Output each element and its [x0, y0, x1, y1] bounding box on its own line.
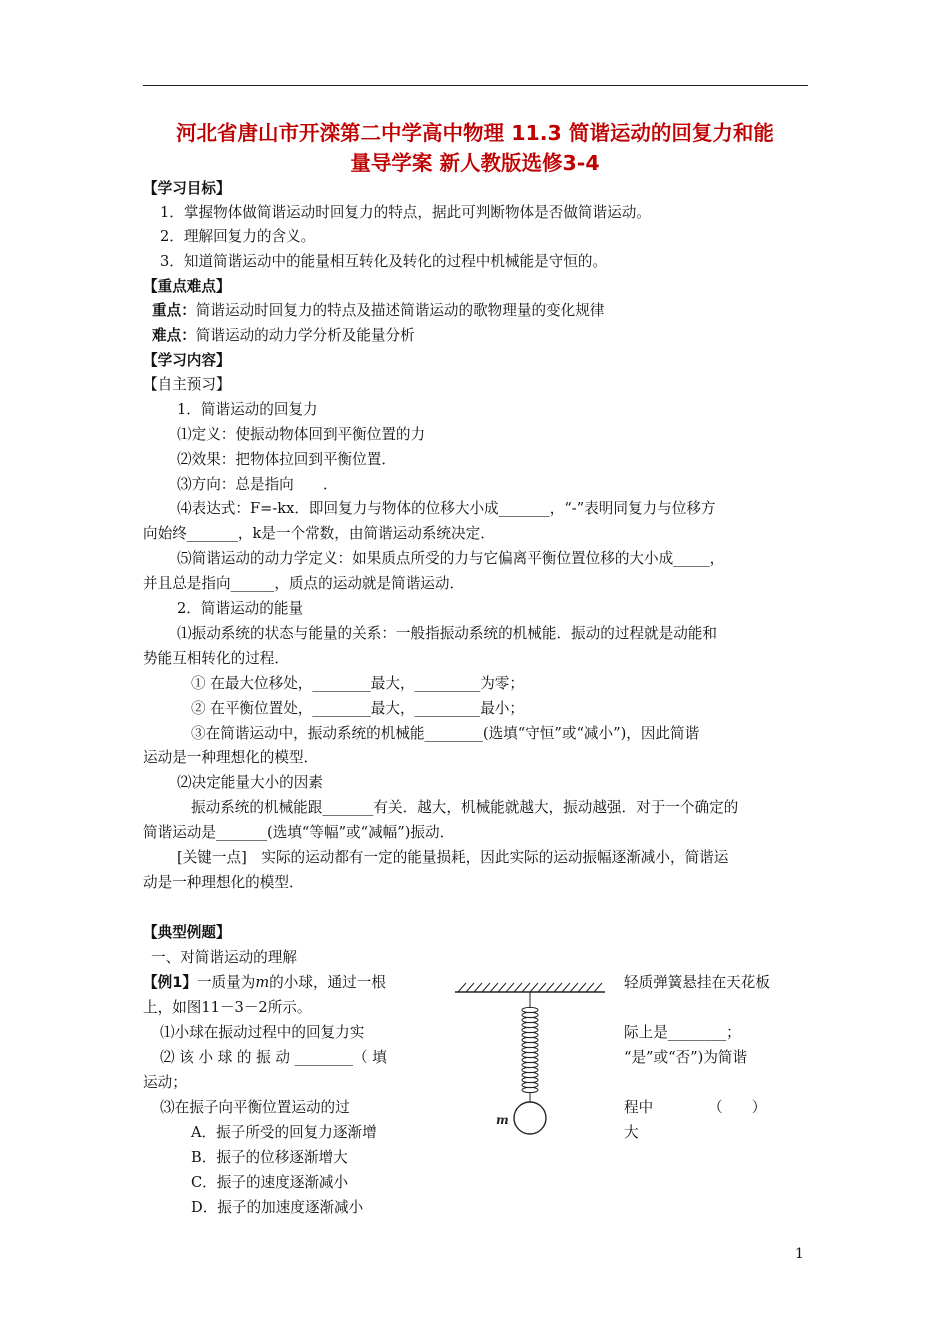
example-1-right-1: 轻质弹簧悬挂在天花板: [624, 974, 770, 991]
example-1-question-3: ⑶在振子向平衡位置运动的过: [160, 1099, 350, 1116]
example-1-text-b: 的小球，通过一根: [269, 974, 386, 991]
section-2-relation-cont: 势能互相转化的过程．: [143, 650, 289, 667]
mass-ball: [514, 1102, 546, 1134]
content-heading: 【学习内容】: [143, 352, 231, 369]
example-1-line-1: [143, 971, 386, 995]
goal-item: 3．知道简谐运动中的能量相互转化及转化的过程中机械能是守恒的。: [160, 253, 608, 270]
document-title: [120, 118, 830, 178]
section-1-title: 1．简谐运动的回复力: [177, 401, 318, 418]
option-c: C．振子的速度逐渐减小: [191, 1174, 349, 1191]
goal-item: 1．掌握物体做简谐运动时回复力的特点，据此可判断物体是否做简谐运动。: [160, 204, 651, 221]
section-2-case-2: ② 在平衡位置处，________最大，_________最小；: [191, 700, 524, 717]
page-number: 1: [795, 1246, 804, 1262]
focus-line: [152, 299, 604, 323]
key-tip: [关键一点] 实际的运动都有一定的能量损耗，因此实际的运动振幅逐渐减小，简谐运: [177, 849, 729, 866]
option-a: A．振子所受的回复力逐渐增: [191, 1124, 377, 1141]
example-1-question-1: ⑴小球在振动过程中的回复力实: [160, 1024, 365, 1041]
focus-label: 重点：: [152, 302, 196, 319]
example-1-right-3: “是”或“否”)为简谐: [624, 1049, 748, 1066]
spring: [522, 992, 538, 1102]
section-1-effect: ⑵效果：把物体拉回到平衡位置．: [177, 451, 396, 468]
section-1-dynamics: ⑸简谐运动的动力学定义：如果质点所受的力与它偏离平衡位置位移的大小成_____，: [177, 550, 725, 567]
example-1-right-2: 际上是________；: [624, 1024, 741, 1041]
key-tip-cont: 动是一种理想化的模型．: [143, 874, 304, 891]
mass-label: m: [496, 1113, 509, 1127]
section-1-direction: ⑶方向：总是指向 ．: [177, 476, 338, 493]
section-2-factor-cont: 简谐运动是_______(选填“等幅”或“减幅”)振动．: [143, 824, 455, 841]
example-1-question-2-cont: 运动；: [143, 1074, 187, 1091]
title-line-2: 量导学案 新人教版选修3-4: [350, 151, 600, 175]
section-1-dynamics-cont: 并且总是指向______，质点的运动就是简谐运动．: [143, 575, 465, 592]
option-d: D．振子的加速度逐渐减小: [191, 1199, 364, 1216]
focus-text: 简谐运动时回复力的特点及描述简谐运动的歌物理量的变化规律: [195, 302, 605, 319]
goal-item: 2．理解回复力的含义。: [160, 228, 316, 245]
section-2-case-1: ① 在最大位移处，________最大，_________为零；: [191, 675, 524, 692]
difficulty-text: 简谐运动的动力学分析及能量分析: [195, 327, 415, 344]
section-1-definition: ⑴定义：使振动物体回到平衡位置的力: [177, 426, 426, 443]
section-1-expression-cont: 向始终_______，k是一个常数，由简谐运动系统决定．: [143, 525, 495, 542]
answer-bracket: （ ）: [708, 1099, 767, 1116]
example-1-text-a: 一质量为: [196, 974, 256, 991]
preview-heading: 【自主预习】: [143, 376, 231, 393]
examples-subheading: 一、对简谐运动的理解: [151, 949, 297, 966]
option-b: B．振子的位移逐渐增大: [191, 1149, 348, 1166]
example-1-label: 【例1】: [143, 974, 197, 991]
goals-heading: 【学习目标】: [143, 180, 231, 197]
ceiling: [455, 983, 605, 992]
section-2-case-3-cont: 运动是一种理想化的模型．: [143, 749, 319, 766]
section-2-relation: ⑴振动系统的状态与能量的关系：一般指振动系统的机械能．振动的过程就是动能和: [177, 625, 717, 642]
difficulty-label: 难点：: [152, 327, 196, 344]
section-2-case-3: ③在简谐运动中，振动系统的机械能________(选填“守恒”或“减小”)，因此简谐: [191, 725, 700, 742]
option-a-cont: 大: [624, 1124, 639, 1141]
section-1-expression: ⑷表达式：F=-kx．即回复力与物体的位移大小成_______，“-”表明同复力与位移方: [177, 500, 716, 517]
key-points-heading: 【重点难点】: [143, 278, 231, 295]
section-2-title: 2．简谐运动的能量: [177, 600, 304, 617]
example-1-question-2: ⑵ 该 小 球 的 振 动 ________（ 填: [160, 1049, 387, 1066]
mass-symbol: m: [255, 974, 270, 991]
example-1-right-4a: 程中: [624, 1099, 654, 1116]
section-2-factor: ⑵决定能量大小的因素: [177, 774, 323, 791]
examples-heading: 【典型例题】: [143, 924, 231, 941]
spring-mass-figure: [450, 978, 610, 1148]
header-rule: [143, 85, 808, 86]
section-2-factor-text: 振动系统的机械能跟_______有关．越大，机械能就越大，振动越强．对于一个确定的: [191, 799, 739, 816]
example-1-line-2: 上，如图11－3－2所示。: [143, 999, 312, 1016]
title-line-1: 河北省唐山市开滦第二中学高中物理 11.3 简谐运动的回复力和能: [176, 121, 774, 145]
difficulty-line: [152, 324, 415, 348]
